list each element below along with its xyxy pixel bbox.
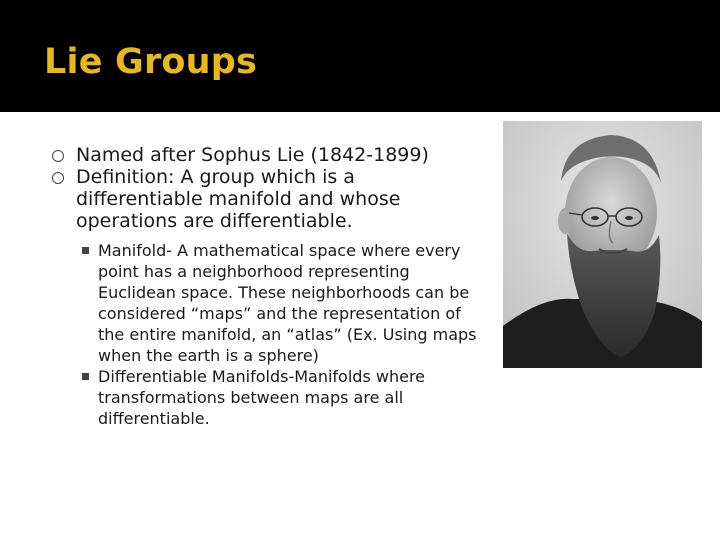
portrait-photo [503,121,702,368]
bullet-text: Named after Sophus Lie (1842-1899) [76,144,429,166]
hollow-circle-bullet-icon [52,150,64,162]
slide-title: Lie Groups [44,42,258,82]
bullet-item [48,166,478,232]
square-bullet-icon [82,373,89,380]
bullet-item [48,144,478,166]
sub-bullet-item [48,240,478,366]
square-bullet-icon [82,247,89,254]
sub-bullet-text: Manifold- A mathematical space where every point has a neighborhood representing Euclidean space. These neighborhoods can be considered “maps” and the representation of the entire manifold, an “atlas” (Ex. Using maps when the earth is a sphere) [98,241,477,365]
sub-bullet-item [48,366,478,429]
bullet-text: Definition: A group which is a differentiable manifold and whose operations are differentiable. [76,166,401,232]
bullet-list [48,144,478,429]
portrait-illustration [503,121,702,368]
hollow-circle-bullet-icon [52,172,64,184]
title-bar [0,0,720,112]
sub-bullet-text: Differentiable Manifolds-Manifolds where transformations between maps are all differentiable. [98,367,426,428]
